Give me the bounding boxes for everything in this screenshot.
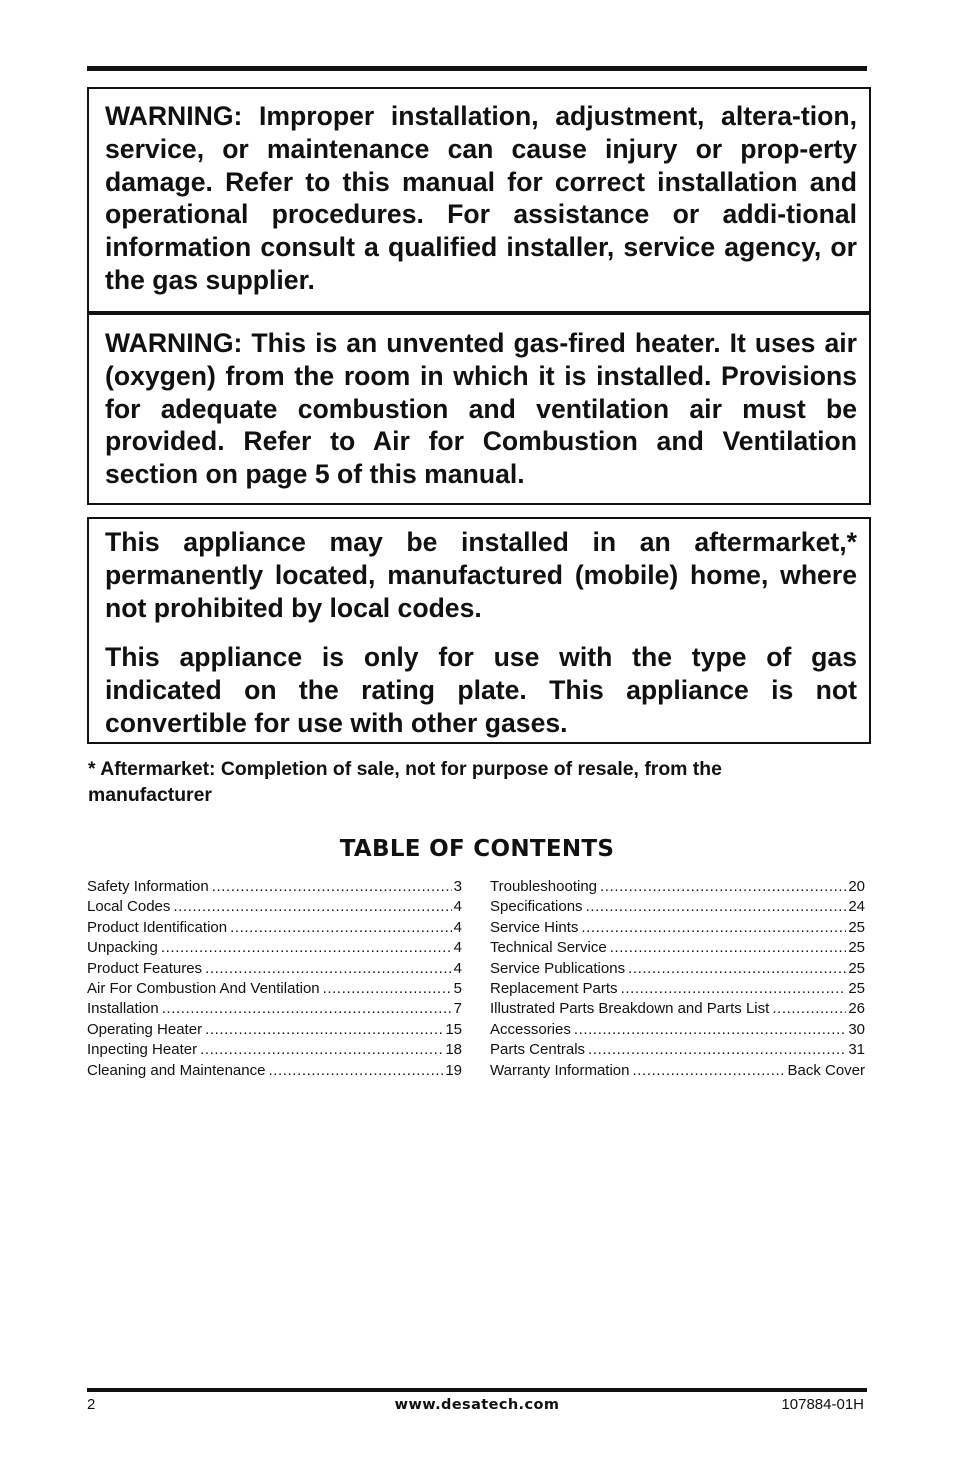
toc-leader-dots bbox=[161, 938, 452, 958]
top-rule bbox=[87, 66, 867, 71]
toc-entry-label: Troubleshooting bbox=[490, 878, 598, 895]
toc-left-column bbox=[87, 877, 462, 1081]
toc-entry-page: 25 bbox=[848, 959, 865, 977]
toc-entry bbox=[490, 897, 865, 917]
toc-entry bbox=[87, 1061, 462, 1081]
footer-url: www.desatech.com bbox=[394, 1397, 560, 1413]
toc-entry-label: Operating Heater bbox=[87, 1020, 203, 1038]
toc-entry-page: 19 bbox=[445, 1061, 462, 1079]
toc-entry-label: Air For Combustion And Ventilation bbox=[87, 980, 320, 998]
toc-entry-label: Accessories bbox=[490, 1020, 571, 1038]
toc-leader-dots bbox=[173, 897, 451, 917]
toc-entry bbox=[490, 938, 865, 958]
toc-entry-page: 7 bbox=[453, 1000, 462, 1018]
toc-leader-dots bbox=[323, 979, 452, 999]
toc-right-column bbox=[490, 877, 865, 1081]
toc-entry-page: Back Cover bbox=[787, 1061, 865, 1079]
toc-entry-page: 4 bbox=[453, 898, 462, 916]
toc-leader-dots bbox=[633, 1061, 786, 1081]
toc-leader-dots bbox=[581, 918, 846, 938]
toc-entry-page: 31 bbox=[848, 1041, 865, 1059]
toc-leader-dots bbox=[162, 999, 452, 1019]
warning-text-unvented: WARNING: This is an unvented gas-fired heater. It uses air (oxygen) from the room in which it is installed. Provisions for adequate combustion and ventilation air must be provided. Refer to Air for Combustion and Ventilation section on page 5 of this manual. bbox=[105, 328, 857, 490]
toc-entry-label: Specifications bbox=[490, 898, 583, 916]
toc-entry-label: Product Identification bbox=[87, 918, 228, 936]
toc-leader-dots bbox=[205, 959, 452, 979]
toc-entry bbox=[490, 877, 865, 897]
toc-leader-dots bbox=[600, 877, 846, 897]
toc-entry bbox=[87, 999, 462, 1019]
toc-entry-page: 30 bbox=[848, 1020, 865, 1038]
warning-box-installation bbox=[87, 87, 871, 313]
toc-entry-label: Replacement Parts bbox=[490, 980, 618, 998]
bottom-rule bbox=[87, 1388, 867, 1392]
toc-entry-label: Product Features bbox=[87, 959, 203, 977]
toc-entry bbox=[87, 897, 462, 917]
toc-entry-label: Safety Information bbox=[87, 878, 209, 895]
toc-title: TABLE OF CONTENTS bbox=[339, 836, 615, 862]
toc-entry bbox=[490, 1040, 865, 1060]
toc-entry-label: Local Codes bbox=[87, 898, 171, 916]
toc-entry-label: Installation bbox=[87, 1000, 159, 1018]
toc-leader-dots bbox=[574, 1020, 846, 1040]
page-number: 2 bbox=[87, 1396, 96, 1413]
toc-entry bbox=[87, 877, 462, 897]
warning-box-unvented bbox=[87, 313, 871, 505]
toc-entry-page: 18 bbox=[445, 1041, 462, 1059]
toc-entry-page: 20 bbox=[848, 878, 865, 895]
toc-entry-page: 15 bbox=[445, 1020, 462, 1038]
toc-entry-page: 5 bbox=[453, 980, 462, 998]
toc-entry-page: 4 bbox=[453, 918, 462, 936]
toc-entry bbox=[490, 1061, 865, 1081]
toc-entry bbox=[87, 959, 462, 979]
toc-entry-label: Cleaning and Maintenance bbox=[87, 1061, 266, 1079]
toc-entry bbox=[490, 999, 865, 1019]
toc-leader-dots bbox=[230, 918, 452, 938]
toc-entry-page: 3 bbox=[453, 878, 462, 895]
toc-entry-label: Inpecting Heater bbox=[87, 1041, 198, 1059]
toc-entry-page: 25 bbox=[848, 918, 865, 936]
toc-leader-dots bbox=[610, 938, 847, 958]
toc-leader-dots bbox=[200, 1040, 443, 1060]
toc-entry-label: Unpacking bbox=[87, 939, 158, 957]
toc-leader-dots bbox=[268, 1061, 443, 1081]
toc-entry bbox=[87, 918, 462, 938]
document-code: 107884-01H bbox=[781, 1396, 864, 1413]
toc-leader-dots bbox=[621, 979, 847, 999]
toc-entry bbox=[87, 979, 462, 999]
toc-entry bbox=[87, 938, 462, 958]
toc-entry-label: Service Hints bbox=[490, 918, 579, 936]
toc-entry bbox=[87, 1040, 462, 1060]
toc-entry bbox=[87, 1020, 462, 1040]
notice-box-appliance bbox=[87, 517, 871, 744]
toc-leader-dots bbox=[212, 877, 452, 897]
toc-entry bbox=[490, 1020, 865, 1040]
toc-entry-label: Technical Service bbox=[490, 939, 607, 957]
toc-leader-dots bbox=[588, 1040, 846, 1060]
toc-leader-dots bbox=[586, 897, 847, 917]
warning-text-installation: WARNING: Improper installation, adjustment, altera-tion, service, or maintenance can cause injury or prop-erty damage. Refer to this manual for correct installation and operational procedures. For assistance or addi-tional information consult a qualified installer, service agency, or the gas supplier. bbox=[105, 101, 857, 295]
toc-leader-dots bbox=[628, 959, 846, 979]
toc-entry-page: 26 bbox=[848, 1000, 865, 1018]
notice-text-gas-type: This appliance is only for use with the type of gas indicated on the rating plate. This appliance is not convertible for use with other gases. bbox=[105, 642, 857, 738]
aftermarket-footnote: * Aftermarket: Completion of sale, not for purpose of resale, from the manufacturer bbox=[88, 758, 722, 806]
toc-entry bbox=[490, 979, 865, 999]
toc-entry-label: Warranty Information bbox=[490, 1061, 630, 1079]
toc-entry bbox=[490, 959, 865, 979]
toc-entry-page: 25 bbox=[848, 939, 865, 957]
toc-entry-label: Service Publications bbox=[490, 959, 626, 977]
toc-entry-page: 24 bbox=[848, 898, 865, 916]
toc-entry bbox=[490, 918, 865, 938]
toc-leader-dots bbox=[205, 1020, 443, 1040]
toc-entry-label: Parts Centrals bbox=[490, 1041, 586, 1059]
toc-entry-page: 4 bbox=[453, 939, 462, 957]
toc-entry-label: Illustrated Parts Breakdown and Parts List bbox=[490, 1000, 770, 1018]
toc-entry-page: 4 bbox=[453, 959, 462, 977]
toc-leader-dots bbox=[772, 999, 846, 1019]
toc-entry-page: 25 bbox=[848, 980, 865, 998]
notice-text-mobile-home: This appliance may be installed in an aftermarket,* permanently located, manufactured (mobile) home, where not prohibited by local codes. bbox=[105, 527, 857, 623]
